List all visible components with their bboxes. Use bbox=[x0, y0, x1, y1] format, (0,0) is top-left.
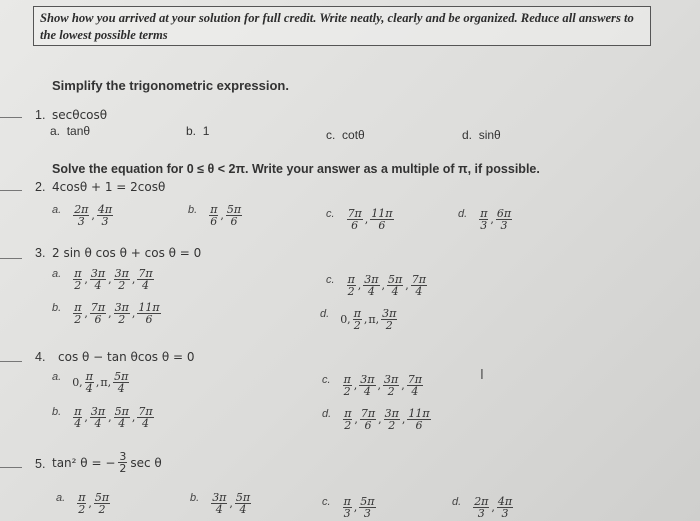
comma-separator: , bbox=[84, 411, 88, 424]
question-4-number: 4. bbox=[35, 350, 46, 364]
fraction bbox=[137, 268, 153, 291]
fraction bbox=[473, 496, 489, 519]
fraction bbox=[384, 408, 400, 431]
fraction bbox=[363, 274, 379, 297]
fraction bbox=[90, 406, 106, 429]
fraction-numerator: 3 bbox=[119, 450, 127, 463]
fraction-denominator: 4 bbox=[118, 417, 126, 430]
fraction-denominator: 4 bbox=[391, 285, 399, 298]
comma-separator: , bbox=[377, 379, 382, 392]
fraction-denominator: 2 bbox=[74, 313, 82, 326]
q3-option-b[interactable] bbox=[52, 296, 162, 325]
comma-separator: , bbox=[401, 413, 406, 426]
question-5-number: 5. bbox=[35, 457, 46, 471]
fraction bbox=[347, 208, 363, 231]
fraction bbox=[370, 208, 393, 231]
fraction-numerator: π bbox=[74, 405, 82, 418]
fraction-numerator: 3π bbox=[114, 301, 129, 314]
option-label: a. bbox=[50, 124, 61, 138]
option-label: d. bbox=[320, 308, 330, 320]
fraction-numerator: 11π bbox=[371, 207, 393, 220]
q1-option-c[interactable] bbox=[326, 128, 365, 142]
fraction-numerator: 3π bbox=[90, 267, 106, 280]
fraction-denominator: 3 bbox=[477, 507, 485, 520]
fraction bbox=[226, 204, 242, 227]
fraction-numerator: 4π bbox=[97, 203, 113, 216]
fraction-numerator: 11π bbox=[138, 301, 160, 314]
fraction bbox=[85, 371, 94, 394]
fraction-denominator: 6 bbox=[230, 215, 238, 228]
fraction-numerator: 5π bbox=[114, 370, 129, 383]
fraction bbox=[114, 268, 130, 291]
fraction-denominator: 4 bbox=[363, 385, 371, 398]
fraction bbox=[343, 374, 352, 397]
fraction-denominator: 4 bbox=[94, 417, 102, 430]
fraction bbox=[113, 371, 129, 394]
fraction-numerator: 3π bbox=[384, 407, 399, 420]
question-3-prompt: 2 sin θ cos θ + cos θ = 0 bbox=[52, 246, 202, 260]
comma-separator: , bbox=[84, 273, 88, 286]
fraction-numerator: 7π bbox=[138, 405, 153, 418]
fraction bbox=[359, 496, 375, 519]
option-label: b. bbox=[52, 406, 62, 418]
fraction-numerator: 6π bbox=[496, 207, 512, 220]
option-label: d. bbox=[462, 128, 473, 142]
fraction-denominator: 4 bbox=[215, 503, 223, 516]
q3-option-c[interactable] bbox=[326, 268, 428, 297]
section-heading-solve: Solve the equation for 0 ≤ θ < 2π. Write your answer as a multiple of π, if possible. bbox=[52, 162, 540, 176]
fraction-numerator: 3π bbox=[212, 491, 227, 504]
fraction bbox=[73, 406, 82, 429]
option-label: b. bbox=[186, 124, 197, 138]
fraction-denominator: 4 bbox=[142, 279, 149, 292]
fraction-denominator: 2 bbox=[119, 462, 127, 475]
fraction bbox=[381, 308, 397, 331]
option-label: c. bbox=[326, 274, 335, 286]
prompt-fraction bbox=[118, 451, 127, 474]
option-value bbox=[322, 408, 432, 431]
fraction-numerator: 5π bbox=[114, 405, 129, 418]
q1-option-b[interactable] bbox=[186, 124, 209, 138]
fraction-denominator: 3 bbox=[500, 219, 508, 232]
fraction bbox=[94, 492, 110, 515]
fraction bbox=[497, 496, 513, 519]
fraction bbox=[73, 302, 82, 325]
fraction-denominator: 2 bbox=[344, 419, 352, 432]
comma-separator: , bbox=[378, 413, 382, 426]
fraction-denominator: 6 bbox=[210, 215, 218, 228]
margin-rule bbox=[0, 361, 22, 362]
fraction bbox=[90, 268, 106, 291]
fraction-denominator: 2 bbox=[118, 313, 126, 326]
q4-option-b[interactable] bbox=[52, 400, 155, 429]
fraction-numerator: π bbox=[210, 203, 218, 216]
fraction bbox=[343, 408, 352, 431]
option-term: π, bbox=[368, 313, 380, 326]
margin-rule bbox=[0, 467, 22, 468]
fraction-numerator: 5π bbox=[360, 495, 375, 508]
question-1-number: 1. bbox=[35, 108, 46, 122]
fraction-denominator: 4 bbox=[74, 417, 82, 430]
fraction bbox=[77, 492, 86, 515]
fraction bbox=[209, 204, 218, 227]
fraction-denominator: 6 bbox=[415, 419, 423, 432]
prompt-rhs: sec θ bbox=[130, 455, 162, 470]
fraction-denominator: 2 bbox=[74, 279, 82, 292]
fraction bbox=[387, 274, 403, 297]
q3-option-d[interactable] bbox=[320, 302, 398, 331]
q2-option-a[interactable] bbox=[52, 198, 114, 227]
fraction-numerator: 5π bbox=[388, 273, 403, 286]
option-value bbox=[326, 274, 428, 297]
fraction bbox=[347, 274, 356, 297]
fraction-denominator: 2 bbox=[343, 385, 351, 398]
question-3-number: 3. bbox=[35, 246, 46, 260]
q5-option-b[interactable] bbox=[190, 486, 252, 515]
section-heading-simplify: Simplify the trigonometric expression. bbox=[52, 78, 289, 93]
fraction-numerator: 2π bbox=[74, 203, 89, 216]
comma-separator: , bbox=[88, 497, 92, 510]
fraction-numerator: 3π bbox=[90, 405, 106, 418]
fraction-denominator: 4 bbox=[94, 279, 102, 292]
comma-separator: , bbox=[131, 411, 136, 424]
fraction-numerator: π bbox=[78, 491, 86, 504]
comma-separator: , bbox=[91, 209, 95, 222]
option-label: d. bbox=[458, 208, 468, 220]
fraction-denominator: 4 bbox=[117, 382, 125, 395]
question-4-prompt: cos θ − tan θcos θ = 0 bbox=[58, 350, 195, 364]
option-value bbox=[458, 208, 513, 231]
option-text: 1 bbox=[202, 124, 210, 138]
comma-separator: , bbox=[95, 376, 100, 389]
fraction-denominator: 3 bbox=[501, 507, 509, 520]
option-label: a. bbox=[52, 204, 62, 216]
fraction bbox=[114, 406, 130, 429]
option-label: b. bbox=[52, 302, 62, 314]
option-value bbox=[56, 492, 111, 515]
q4-option-c[interactable] bbox=[322, 368, 424, 397]
option-text: cotθ bbox=[342, 128, 365, 142]
fraction bbox=[353, 308, 362, 331]
fraction-denominator: 6 bbox=[145, 313, 153, 326]
fraction bbox=[407, 374, 423, 397]
prompt-lhs: tan² θ = − bbox=[52, 455, 116, 470]
fraction-denominator: 3 bbox=[363, 507, 371, 520]
option-term: π, bbox=[100, 376, 112, 389]
q3-option-a[interactable] bbox=[52, 262, 155, 291]
fraction-numerator: π bbox=[353, 307, 361, 320]
option-text: sinθ bbox=[478, 128, 501, 142]
option-value bbox=[322, 374, 424, 397]
fraction-numerator: 7π bbox=[411, 273, 426, 286]
option-label: b. bbox=[188, 204, 198, 216]
fraction-denominator: 4 bbox=[415, 285, 423, 298]
option-value bbox=[190, 492, 252, 515]
fraction bbox=[360, 408, 376, 431]
fraction bbox=[407, 408, 430, 431]
fraction bbox=[343, 496, 352, 519]
option-text: tanθ bbox=[66, 124, 91, 138]
option-value bbox=[188, 204, 243, 227]
comma-separator: , bbox=[363, 313, 368, 326]
fraction-denominator: 3 bbox=[77, 215, 85, 228]
fraction-numerator: 4π bbox=[497, 495, 513, 508]
fraction-numerator: π bbox=[480, 207, 488, 220]
fraction-numerator: 11π bbox=[408, 407, 430, 420]
option-value bbox=[52, 204, 114, 227]
option-term: 0, bbox=[72, 376, 83, 389]
fraction-denominator: 4 bbox=[239, 503, 247, 516]
option-value bbox=[52, 302, 162, 325]
fraction-denominator: 3 bbox=[101, 215, 109, 228]
option-label: a. bbox=[52, 268, 62, 280]
option-label: c. bbox=[322, 496, 331, 508]
fraction-denominator: 6 bbox=[378, 219, 386, 232]
fraction bbox=[496, 208, 512, 231]
option-label: c. bbox=[326, 208, 335, 220]
comma-separator: , bbox=[353, 379, 358, 392]
fraction-numerator: 3π bbox=[382, 307, 397, 320]
q1-option-d[interactable] bbox=[462, 128, 501, 142]
fraction-denominator: 4 bbox=[142, 417, 149, 430]
option-label: a. bbox=[52, 371, 62, 383]
comma-separator: , bbox=[108, 273, 112, 286]
fraction-numerator: 7π bbox=[407, 373, 422, 386]
fraction bbox=[211, 492, 227, 515]
fraction-numerator: π bbox=[74, 267, 82, 280]
fraction bbox=[114, 302, 130, 325]
fraction-numerator: π bbox=[343, 495, 351, 508]
comma-separator: , bbox=[220, 209, 224, 222]
fraction-denominator: 3 bbox=[480, 219, 488, 232]
fraction bbox=[137, 406, 153, 429]
q5-option-a[interactable] bbox=[56, 486, 111, 515]
q5-option-d[interactable] bbox=[452, 490, 514, 519]
fraction-denominator: 2 bbox=[385, 319, 393, 332]
q2-option-d[interactable] bbox=[458, 202, 513, 231]
fraction bbox=[90, 302, 106, 325]
comma-separator: , bbox=[108, 411, 112, 424]
fraction-numerator: 2π bbox=[474, 495, 489, 508]
q4-option-a[interactable] bbox=[52, 365, 130, 394]
fraction bbox=[479, 208, 488, 231]
comma-separator: , bbox=[353, 501, 358, 514]
margin-rule bbox=[0, 190, 22, 191]
fraction-denominator: 4 bbox=[85, 382, 93, 395]
fraction bbox=[411, 274, 427, 297]
comma-separator: , bbox=[108, 307, 112, 320]
comma-separator: , bbox=[401, 379, 405, 392]
fraction-denominator: 2 bbox=[387, 385, 395, 398]
instructions-box bbox=[33, 6, 651, 46]
fraction bbox=[359, 374, 375, 397]
fraction-denominator: 2 bbox=[388, 419, 396, 432]
fraction-numerator: 7π bbox=[138, 267, 153, 280]
fraction-denominator: 4 bbox=[367, 285, 375, 298]
fraction-denominator: 3 bbox=[343, 507, 351, 520]
fraction bbox=[383, 374, 399, 397]
comma-separator: , bbox=[131, 307, 136, 320]
comma-separator: , bbox=[354, 413, 358, 426]
comma-separator: , bbox=[405, 279, 409, 292]
fraction bbox=[97, 204, 113, 227]
option-value bbox=[52, 406, 155, 429]
option-label: c. bbox=[322, 374, 331, 386]
comma-separator: , bbox=[357, 279, 362, 292]
margin-rule bbox=[0, 258, 22, 259]
fraction-numerator: π bbox=[85, 370, 93, 383]
fraction-denominator: 6 bbox=[364, 419, 372, 432]
fraction-numerator: 3π bbox=[384, 373, 399, 386]
q2-option-c[interactable] bbox=[326, 202, 395, 231]
comma-separator: , bbox=[131, 273, 136, 286]
option-value bbox=[322, 496, 377, 519]
option-term: 0, bbox=[340, 313, 351, 326]
option-label: c. bbox=[326, 128, 336, 142]
q2-option-b[interactable] bbox=[188, 198, 243, 227]
question-2-prompt: 4cosθ + 1 = 2cosθ bbox=[52, 180, 166, 194]
fraction-denominator: 2 bbox=[98, 503, 106, 516]
option-label: d. bbox=[452, 496, 462, 508]
fraction-numerator: π bbox=[343, 373, 351, 386]
fraction-numerator: 7π bbox=[90, 301, 106, 314]
fraction-numerator: π bbox=[344, 407, 352, 420]
option-value bbox=[52, 268, 155, 291]
comma-separator: , bbox=[84, 307, 88, 320]
question-1-prompt: secθcosθ bbox=[52, 108, 108, 122]
q4-option-d[interactable] bbox=[322, 402, 432, 431]
option-value bbox=[52, 371, 130, 394]
fraction bbox=[73, 268, 82, 291]
fraction-numerator: 3π bbox=[360, 373, 375, 386]
comma-separator: , bbox=[229, 497, 233, 510]
instructions-text: Show how you arrived at your solution for full credit. Write neatly, clearly and be organized. Reduce all answers to the lowest possible terms bbox=[40, 11, 634, 42]
fraction-denominator: 2 bbox=[347, 285, 355, 298]
q5-option-c[interactable] bbox=[322, 490, 377, 519]
option-label: a. bbox=[56, 492, 66, 504]
fraction-numerator: 5π bbox=[235, 491, 251, 504]
fraction bbox=[73, 204, 89, 227]
option-value bbox=[320, 308, 398, 331]
fraction-denominator: 6 bbox=[351, 219, 359, 232]
text-cursor-icon: I bbox=[480, 368, 484, 383]
option-label: d. bbox=[322, 408, 332, 420]
fraction-numerator: 7π bbox=[360, 407, 376, 420]
comma-separator: , bbox=[381, 279, 386, 292]
fraction bbox=[235, 492, 251, 515]
comma-separator: , bbox=[491, 501, 495, 514]
fraction-numerator: 3π bbox=[364, 273, 379, 286]
fraction-denominator: 6 bbox=[94, 313, 102, 326]
q1-option-a[interactable] bbox=[50, 124, 90, 138]
comma-separator: , bbox=[364, 213, 369, 226]
margin-rule bbox=[0, 117, 22, 118]
fraction-numerator: 3π bbox=[114, 267, 129, 280]
question-2-number: 2. bbox=[35, 180, 46, 194]
fraction-numerator: π bbox=[347, 273, 355, 286]
comma-separator: , bbox=[490, 213, 494, 226]
option-value bbox=[326, 208, 395, 231]
fraction-numerator: π bbox=[74, 301, 82, 314]
option-value bbox=[452, 496, 514, 519]
option-label: b. bbox=[190, 492, 200, 504]
fraction-numerator: 7π bbox=[347, 207, 362, 220]
question-5-prompt bbox=[52, 451, 162, 474]
fraction bbox=[137, 302, 160, 325]
fraction-denominator: 4 bbox=[411, 385, 419, 398]
fraction-denominator: 2 bbox=[118, 279, 126, 292]
fraction-numerator: 5π bbox=[226, 203, 242, 216]
fraction-denominator: 2 bbox=[353, 319, 361, 332]
fraction-denominator: 2 bbox=[78, 503, 86, 516]
fraction-numerator: 5π bbox=[94, 491, 110, 504]
